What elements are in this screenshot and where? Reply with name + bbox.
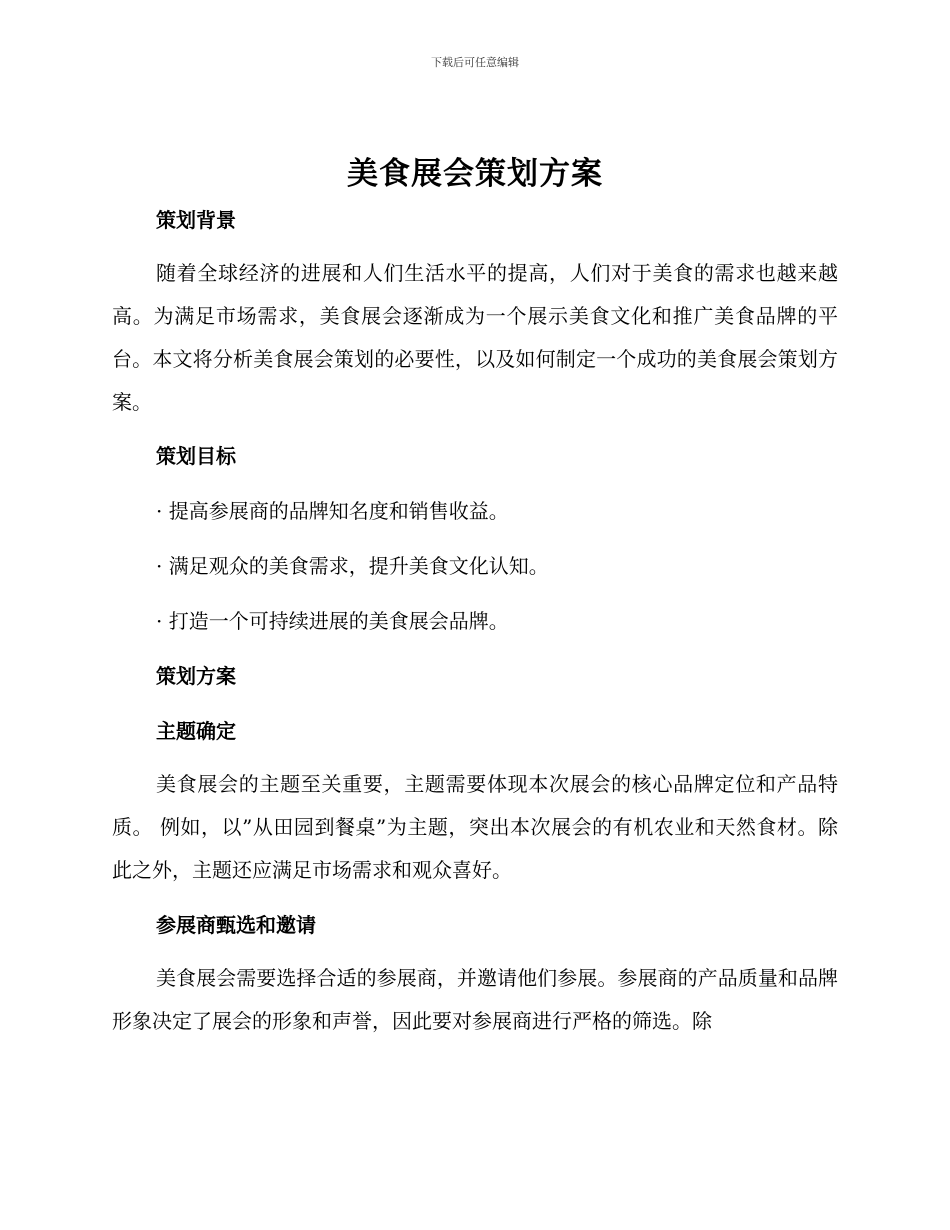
heading-exhibitor: 参展商甄选和邀请 (156, 913, 316, 937)
paragraph-background: 随着全球经济的进展和人们生活水平的提高，人们对于美食的需求也越来越高。为满足市场需求，美食展会逐渐成为一个展示美食文化和推广美食品牌的平台。本文将分析美食展会策划的必要性，以及如何制定一个成功的美食展会策划方案。 (112, 261, 838, 414)
paragraph-exhibitor: 美食展会需要选择合适的参展商，并邀请他们参展。参展商的产品质量和品牌形象决定了展会的形象和声誉，因此要对参展商进行严格的筛选。除 (112, 966, 838, 1033)
header-note: 下载后可任意编辑 (431, 56, 519, 69)
goal-item-1: · 提高参展商的品牌知名度和销售收益。 (156, 499, 509, 523)
goal-item-3: · 打造一个可持续进展的美食展会品牌。 (156, 609, 509, 633)
goal-item-2: · 满足观众的美食需求，提升美食文化认知。 (156, 554, 549, 578)
heading-goals: 策划目标 (156, 444, 236, 468)
heading-background: 策划背景 (156, 208, 236, 232)
document-title: 美食展会策划方案 (347, 156, 603, 192)
heading-theme: 主题确定 (156, 719, 236, 743)
paragraph-theme: 美食展会的主题至关重要，主题需要体现本次展会的核心品牌定位和产品特质。 例如，以”从田园到餐桌”为主题，突出本次展会的有机农业和天然食材。除此之外，主题还应满足市场需求和观众喜好。 (112, 772, 838, 882)
heading-plan: 策划方案 (156, 664, 236, 688)
